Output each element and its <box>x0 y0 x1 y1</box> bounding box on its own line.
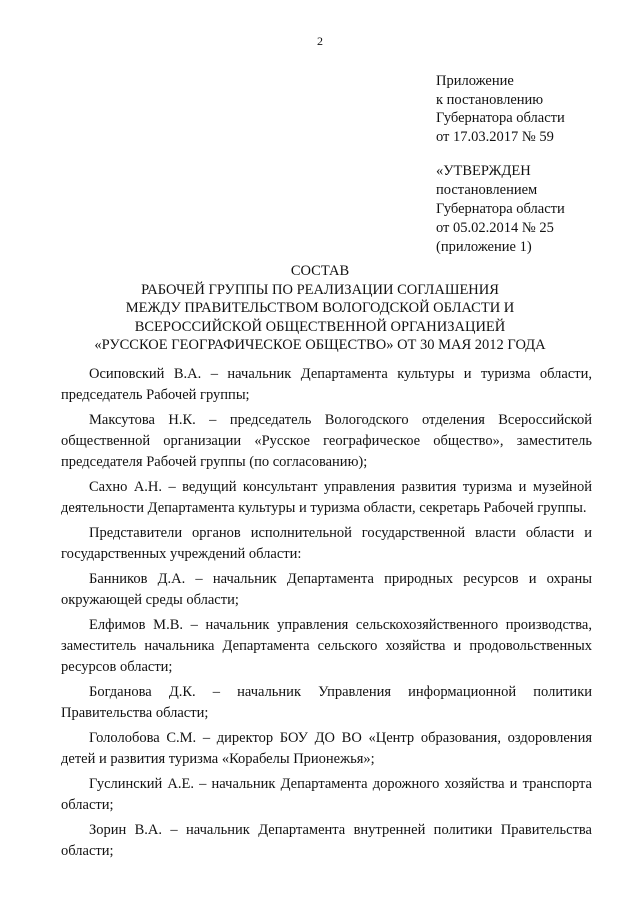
appendix-line: Приложение <box>436 73 514 89</box>
title-line: «РУССКОЕ ГЕОГРАФИЧЕСКОЕ ОБЩЕСТВО» ОТ 30 МАЯ 2012 ГОДА <box>94 337 546 353</box>
approved-line: (приложение 1) <box>436 239 532 255</box>
appendix-block <box>436 72 565 146</box>
member-paragraph: Осиповский В.А. – начальник Департамента культуры и туризма области, председатель Рабочей группы; <box>61 366 592 403</box>
member-paragraph: Богданова Д.К. – начальник Управления информационной политики Правительства области; <box>61 684 592 721</box>
appendix-line: от 17.03.2017 № 59 <box>436 128 554 145</box>
approved-block <box>436 162 565 257</box>
section-heading-paragraph: Представители органов исполнительной государственной власти области и государственных учреждений области: <box>61 525 592 562</box>
member-paragraph: Сахно А.Н. – ведущий консультант управления развития туризма и музейной деятельности Департамента культуры и туризма области, секретарь Рабочей группы. <box>61 479 592 516</box>
approved-line: постановлением <box>436 182 538 198</box>
approved-line: «УТВЕРЖДЕН <box>436 163 531 179</box>
member-paragraph: Елфимов М.В. – начальник управления сельскохозяйственного производства, заместитель начальника Департамента сельского хозяйства и продовольственных ресурсов области; <box>61 617 592 675</box>
page-number: 2 <box>317 34 323 48</box>
approved-line: Губернатора области <box>436 201 565 217</box>
member-paragraph: Зорин В.А. – начальник Департамента внутренней политики Правительства области; <box>61 822 592 859</box>
document-title <box>0 262 640 355</box>
approved-line: от 05.02.2014 № 25 <box>436 220 554 236</box>
appendix-line: к постановлению <box>436 91 544 108</box>
title-line: МЕЖДУ ПРАВИТЕЛЬСТВОМ ВОЛОГОДСКОЙ ОБЛАСТИ И <box>125 300 515 316</box>
title-line: РАБОЧЕЙ ГРУППЫ ПО РЕАЛИЗАЦИИ СОГЛАШЕНИЯ <box>141 281 499 298</box>
title-line: ВСЕРОССИЙСКОЙ ОБЩЕСТВЕННОЙ ОРГАНИЗАЦИЕЙ <box>134 318 506 335</box>
title-line: СОСТАВ <box>290 263 350 279</box>
appendix-line: Губернатора области <box>436 110 565 126</box>
member-paragraph: Гуслинский А.Е. – начальник Департамента дорожного хозяйства и транспорта области; <box>61 776 592 813</box>
member-paragraph: Максутова Н.К. – председатель Вологодского отделения Всероссийской общественной организации «Русское географическое общество», заместитель председателя Рабочей группы (по согласованию); <box>61 412 592 470</box>
member-paragraph: Гололобова С.М. – директор БОУ ДО ВО «Центр образования, оздоровления детей и развития туризма «Корабелы Прионежья»; <box>61 730 592 767</box>
member-paragraph: Банников Д.А. – начальник Департамента природных ресурсов и охраны окружающей среды области; <box>61 571 592 608</box>
members-list <box>61 364 592 866</box>
